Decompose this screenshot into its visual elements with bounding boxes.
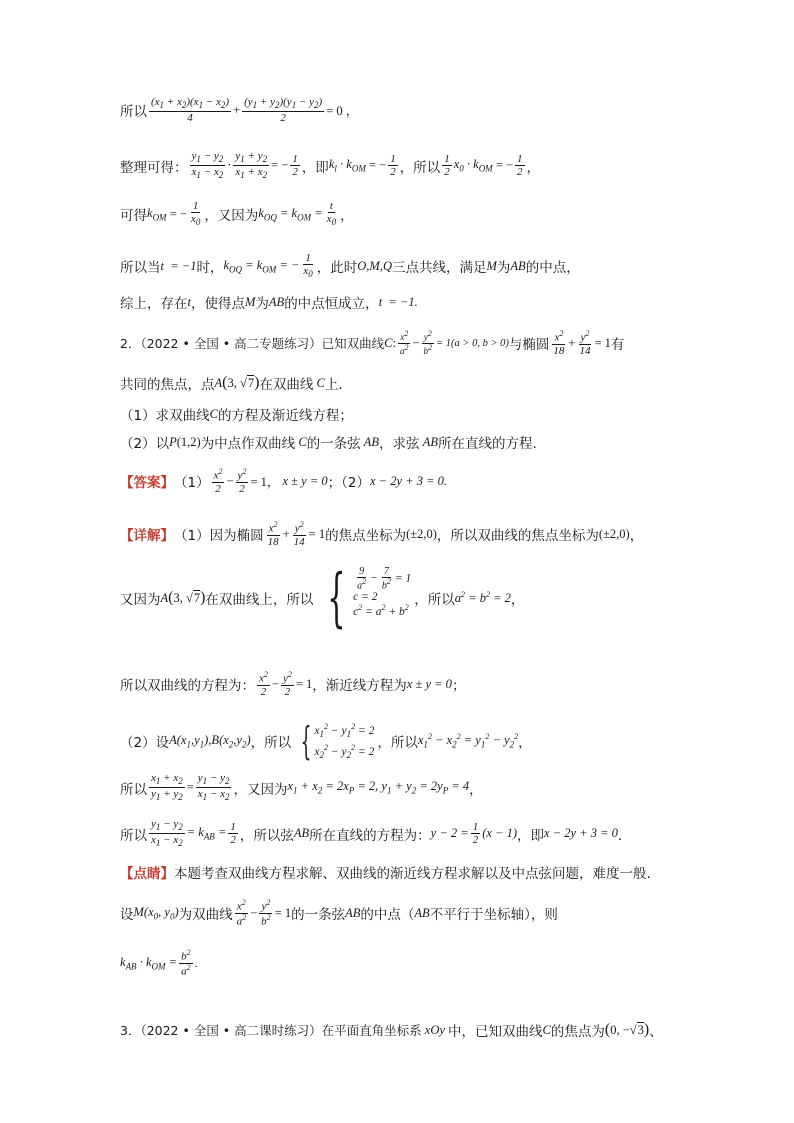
text: 所在直线的方程为：	[309, 827, 431, 844]
text: 的方程及渐近线方程；	[217, 408, 353, 424]
text: ，所以	[377, 735, 418, 751]
text: ；（2）	[327, 475, 370, 492]
part-2-line-1: （2）设 $A(x_1,y_1),B(x_2,y_2)$ ，所以 { $x_1^2 - y_1^2 = 2$ $x_2^2 - y_2^2 = 2$ ，所以 $x_1^2 - x_2^2 = y_1^2 - y_2^2$ ，	[120, 719, 532, 763]
text: 的中点，	[525, 260, 580, 277]
text: ，	[340, 208, 354, 225]
sub-question-1: （1）求双曲线 C 的方程及渐近线方程；	[120, 404, 353, 424]
text: ，所以	[414, 592, 455, 609]
text: 又因为	[120, 592, 161, 609]
equation-system: { $\frac{9}{a^2}$ − $\frac{7}{b^2}$ = 1 c = 2 $c^2 = a^2 + b^2$	[327, 561, 412, 635]
text: 与椭圆	[508, 337, 550, 354]
text: 所以	[120, 781, 147, 798]
text: 上.	[324, 377, 343, 393]
text: （1）	[174, 475, 210, 492]
text: 共同的焦点，点	[120, 377, 215, 393]
part-2-line-3: 所以 $\frac{y_1 - y_2}{x_1 - x_2}$ = $k_{AB}$ = $\frac{1}{2}$ ，所以弦 AB 所在直线的方程为： y − 2 = $\frac{1}{2}$ (x − 1) ，即 x − 2y + 3 = 0 ．	[120, 818, 632, 849]
text: 综上，存在	[120, 296, 188, 312]
text: （2）设	[120, 735, 170, 751]
text: ，即	[517, 827, 545, 844]
text: ，	[510, 592, 525, 609]
answer-tag: 【答案】	[120, 475, 174, 492]
equation-line-2: 整理可得： $\frac{y_1 - y_2}{x_1 - x_2}$ · $\frac{y_1 + y_2}{x_1 + x_2}$ = − $\frac{1}{2}$ ，即 $k_l \cdot k_{OM}$ = − $\frac{1}{2}$ ，所以 $\frac{1}{2}$ $x_0 \cdot k_{OM}$ = − $\frac{1}{2}$ ，	[120, 150, 541, 181]
text: 时，	[196, 260, 224, 277]
text: 2．（2022 • 全国 • 高二专题练习）已知双曲线	[120, 336, 385, 352]
remark-tag: 【点睛】	[120, 866, 174, 882]
text: ，所以	[399, 159, 441, 176]
text: 为双曲线	[178, 907, 233, 924]
text: （1）求双曲线	[120, 408, 210, 424]
question-2-line-2: 共同的焦点，点 A ( 3, √7 ) 在双曲线 C 上.	[120, 374, 343, 393]
text: ，	[526, 159, 541, 176]
hyperbola-equation-line: 所以双曲线的方程为： $\frac{x^2}{2}$ − $\frac{y^2}{2}$ = 1 ，渐近线方程为 x ± y = 0 ；	[120, 670, 466, 698]
text: 为	[255, 296, 269, 312]
text: 所以	[120, 104, 147, 121]
text: ，所以	[250, 735, 292, 751]
text: （2）以	[120, 436, 170, 452]
detail-tag: 【详解】	[120, 528, 174, 545]
answer-line: 【答案】 （1） $\frac{x^2}{2}$ − $\frac{y^2}{2}$ = 1， x ± y = 0 ；（2） x − 2y + 3 = 0.	[120, 467, 448, 495]
text: ，	[469, 781, 483, 798]
text: ，又因为	[233, 781, 288, 798]
text: 不平行于坐标轴），则	[429, 907, 558, 924]
text: 设	[120, 907, 134, 924]
text: 为	[496, 260, 511, 277]
text: ，渐近线方程为	[312, 678, 407, 695]
text: 的焦点为	[550, 1024, 605, 1040]
text: 所在直线的方程.	[437, 436, 537, 452]
equation-line-3: 可得 $k_{OM}$ = − $\frac{1}{x_0}$ ，又因为 $k_{OQ} = k_{OM}$ = $\frac{t}{x_0}$ ，	[120, 200, 354, 228]
text: 的焦点坐标为	[325, 528, 407, 545]
text: （1）因为椭圆	[174, 528, 264, 545]
text: 本题考查双曲线方程求解、双曲线的渐近线方程求解以及中点弦问题，难度一般.	[174, 866, 651, 882]
remark-line	[120, 862, 651, 882]
text: 所以	[120, 827, 147, 844]
text: 、	[649, 1024, 663, 1040]
text: 中，已知双曲线	[448, 1024, 543, 1040]
text: 三点共线，满足	[392, 260, 487, 277]
text: 在双曲线上，所以	[205, 592, 314, 609]
text: ，使得点	[190, 296, 245, 312]
text: 3．（2022 • 全国 • 高二课时练习）在平面直角坐标系	[120, 1023, 422, 1038]
question-3-heading: 3．（2022 • 全国 • 高二课时练习）在平面直角坐标系 xOy 中，已知双曲线 C 的焦点为 ( 0, −√3 ) 、	[120, 1021, 663, 1040]
text: ，	[518, 735, 532, 751]
text: 的中点（	[360, 907, 415, 924]
sub-question-2: （2）以 P (1,2) 为中点作双曲线 C 的一条弦 AB ，求弦 AB 所在直线的方程.	[120, 432, 537, 452]
text: ；	[451, 678, 466, 695]
equation-system-2: { $x_1^2 - y_1^2 = 2$ $x_2^2 - y_2^2 = 2$	[300, 719, 375, 763]
text: 所以双曲线的方程为：	[120, 678, 255, 695]
detail-line-1: 【详解】 （1）因为椭圆 $\frac{x^2}{18}$ + $\frac{y^2}{14}$ = 1 的焦点坐标为 (±2,0) ，所以双曲线的焦点坐标为 (±2,0) ，	[120, 520, 644, 548]
conclusion-line: 综上，存在 t ，使得点 M 为 AB 的中点恒成立， t = −1.	[120, 292, 418, 312]
text: 的一条弦	[306, 436, 361, 452]
part-2-line-2: 所以 $\frac{x_1 + x_2}{y_1 + y_2}$ = $\frac{y_1 - y_2}{x_1 - x_2}$ ，又因为 $x_1 + x_2 = 2x_P = 2$, $y_1 + y_2 = 2y_P = 4$ ，	[120, 772, 483, 803]
text: ，所以弦	[239, 827, 294, 844]
equation-line-4: 所以当 t = −1 时， $k_{OQ} = k_{OM}$ = − $\frac{1}{x_0}$ ，此时 O,M,Q 三点共线，满足 M 为 AB 的中点，	[120, 252, 580, 280]
remark-line-2: 设 $M(x_0$, $y_0$) 为双曲线 $\frac{x^2}{a^2}$ − $\frac{y^2}{b^2}$ = 1 的一条弦 AB 的中点（ AB 不平行于坐标轴），则	[120, 898, 558, 928]
text: 可得	[120, 208, 147, 225]
remark-formula: $k_{AB} \cdot k_{OM}$ = $\frac{b^2}{a^2}$ .	[120, 948, 198, 978]
text: ．	[617, 827, 632, 844]
text: 的中点恒成立，	[284, 296, 379, 312]
text: ，所以双曲线的焦点坐标为	[436, 528, 599, 545]
detail-system-line: 又因为 A ( 3, √7 ) 在双曲线上，所以 { $\frac{9}{a^2}$ − $\frac{7}{b^2}$ = 1 c = 2 $c^2 = a^2 + b^2$ ，所以 $a^2 = b^2 = 2$ ，	[120, 561, 525, 635]
text: 的一条弦	[291, 907, 346, 924]
text: ，即	[301, 159, 329, 176]
text: ，	[629, 528, 644, 545]
text: 为中点作双曲线	[200, 436, 296, 452]
text: ，求弦	[379, 436, 420, 452]
text: = 0 ，	[326, 104, 359, 119]
text: ，此时	[316, 260, 358, 277]
text: 所以当	[120, 260, 161, 277]
fraction: $\frac{(y_1 + y_2)(y_1 - y_2)}{2}$	[244, 96, 323, 125]
text: 在双曲线	[259, 377, 314, 393]
fraction: $\frac{(x_1 + x_2)(x_1 - x_2)}{4}$	[151, 96, 230, 125]
text: 有	[610, 337, 625, 354]
text: 整理可得：	[120, 159, 188, 176]
question-2-heading: 2．（2022 • 全国 • 高二专题练习）已知双曲线 C : $\frac{x^2}{a^2}$ − $\frac{y^2}{b^2}$ = 1(a > 0, b > 0) 与椭圆 $\frac{x^2}{18}$ + $\frac{y^2}{14}$ = 1 有	[120, 329, 625, 357]
equation-line-1: 所以 $\frac{(x_1 + x_2)(x_1 - x_2)}{4}$ + $\frac{(y_1 + y_2)(y_1 - y_2)}{2}$ = 0 ，	[120, 96, 359, 125]
text: ，又因为	[204, 208, 259, 225]
